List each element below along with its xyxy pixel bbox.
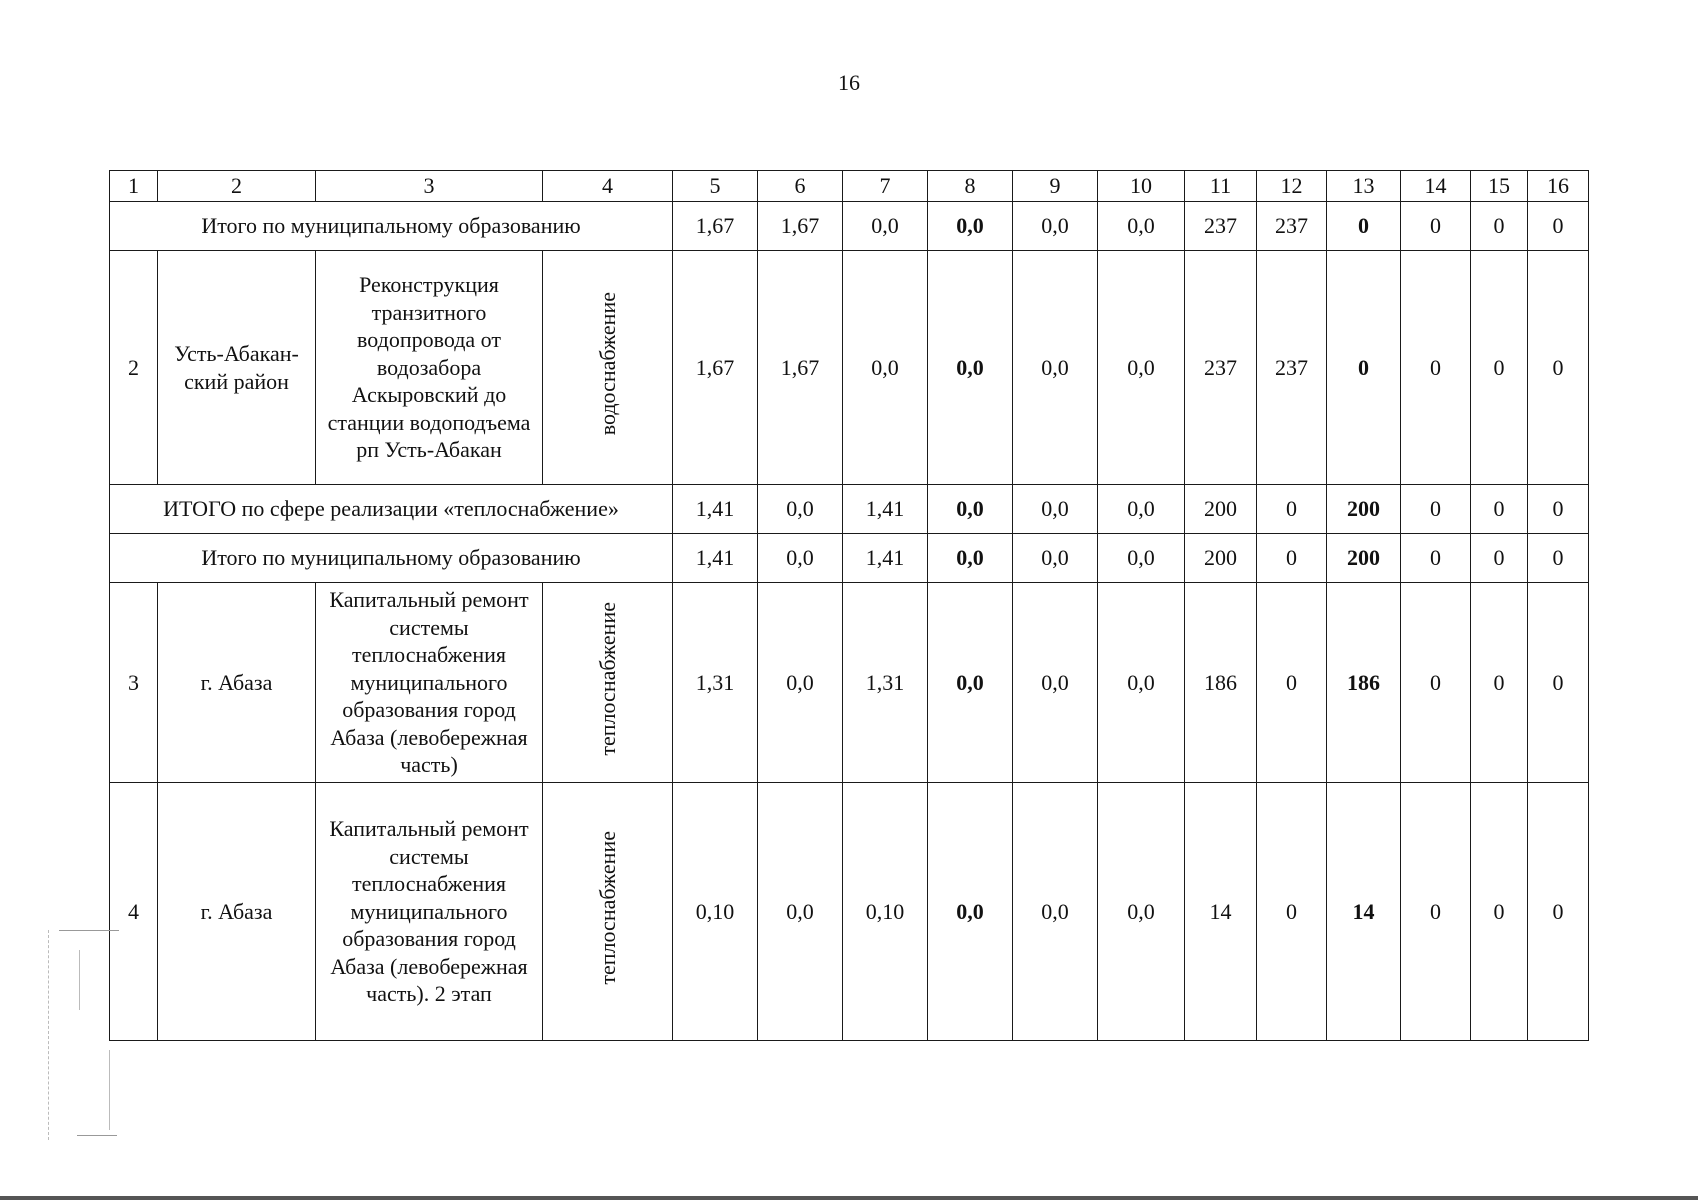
- header-cell-5: 5: [673, 171, 758, 202]
- project-description: Реконструкция транзитного водопровода от водозабора Аскыровский до станции водоподъема рп Усть-Абакан: [316, 251, 543, 485]
- value-col-9: 0,0: [1013, 251, 1098, 485]
- value-col-14: 0: [1401, 534, 1471, 583]
- value-col-13: 0: [1327, 202, 1401, 251]
- value-col-13: 200: [1327, 534, 1401, 583]
- sphere-label: теплоснабжение: [594, 831, 620, 985]
- value-col-9: 0,0: [1013, 783, 1098, 1041]
- header-cell-13: 13: [1327, 171, 1401, 202]
- stamp-mark: [48, 930, 131, 1140]
- value-col-11: 200: [1185, 485, 1257, 534]
- value-col-16: 0: [1528, 251, 1589, 485]
- summary-row-municipal-2: [110, 534, 1589, 583]
- header-cell-6: 6: [758, 171, 843, 202]
- value-col-15: 0: [1471, 202, 1528, 251]
- value-col-5: 0,10: [673, 783, 758, 1041]
- value-col-14: 0: [1401, 783, 1471, 1041]
- value-col-12: 0: [1257, 534, 1327, 583]
- value-col-11: 237: [1185, 202, 1257, 251]
- value-col-11: 14: [1185, 783, 1257, 1041]
- scan-bottom-edge: [0, 1196, 1698, 1200]
- value-col-10: 0,0: [1098, 251, 1185, 485]
- page-number: 16: [838, 70, 860, 95]
- header-cell-15: 15: [1471, 171, 1528, 202]
- value-col-8: 0,0: [928, 202, 1013, 251]
- value-col-16: 0: [1528, 485, 1589, 534]
- value-col-7: 1,31: [843, 583, 928, 783]
- municipality-cell: г. Абаза: [158, 783, 316, 1041]
- value-col-16: 0: [1528, 783, 1589, 1041]
- value-col-7: 0,10: [843, 783, 928, 1041]
- header-cell-7: 7: [843, 171, 928, 202]
- row-label: ИТОГО по сфере реализации «теплоснабжение»: [110, 485, 673, 534]
- header-cell-12: 12: [1257, 171, 1327, 202]
- row-label: Итого по муниципальному образованию: [110, 534, 673, 583]
- municipality-cell: г. Абаза: [158, 583, 316, 783]
- value-col-12: 0: [1257, 783, 1327, 1041]
- value-col-8: 0,0: [928, 783, 1013, 1041]
- row-number: 4: [110, 783, 158, 1041]
- summary-row-municipal-1: [110, 202, 1589, 251]
- project-description: Капитальный ремонт системы теплоснабжения муниципального образования город Абаза (левобережная часть). 2 этап: [316, 783, 543, 1041]
- value-col-7: 0,0: [843, 251, 928, 485]
- value-col-15: 0: [1471, 534, 1528, 583]
- value-col-9: 0,0: [1013, 202, 1098, 251]
- total-row-heat-supply: [110, 485, 1589, 534]
- header-cell-1: 1: [110, 171, 158, 202]
- value-col-11: 186: [1185, 583, 1257, 783]
- value-col-7: 0,0: [843, 202, 928, 251]
- value-col-12: 237: [1257, 251, 1327, 485]
- value-col-5: 1,41: [673, 534, 758, 583]
- value-col-16: 0: [1528, 583, 1589, 783]
- header-cell-14: 14: [1401, 171, 1471, 202]
- sphere-cell: [543, 583, 673, 783]
- header-cell-4: 4: [543, 171, 673, 202]
- header-cell-8: 8: [928, 171, 1013, 202]
- row-number: 3: [110, 583, 158, 783]
- value-col-10: 0,0: [1098, 534, 1185, 583]
- value-col-6: 1,67: [758, 202, 843, 251]
- value-col-15: 0: [1471, 485, 1528, 534]
- header-cell-3: 3: [316, 171, 543, 202]
- value-col-10: 0,0: [1098, 485, 1185, 534]
- value-col-9: 0,0: [1013, 485, 1098, 534]
- value-col-14: 0: [1401, 251, 1471, 485]
- table-row-item-2: [110, 251, 1589, 485]
- value-col-11: 200: [1185, 534, 1257, 583]
- value-col-10: 0,0: [1098, 583, 1185, 783]
- project-description: Капитальный ремонт системы теплоснабжения муниципального образования город Абаза (левобережная часть): [316, 583, 543, 783]
- header-cell-16: 16: [1528, 171, 1589, 202]
- table-row-item-3: [110, 583, 1589, 783]
- value-col-14: 0: [1401, 583, 1471, 783]
- value-col-12: 237: [1257, 202, 1327, 251]
- program-table: [109, 170, 1589, 1041]
- value-col-16: 0: [1528, 202, 1589, 251]
- value-col-13: 200: [1327, 485, 1401, 534]
- value-col-6: 1,67: [758, 251, 843, 485]
- value-col-5: 1,31: [673, 583, 758, 783]
- value-col-10: 0,0: [1098, 202, 1185, 251]
- value-col-8: 0,0: [928, 534, 1013, 583]
- value-col-14: 0: [1401, 485, 1471, 534]
- value-col-12: 0: [1257, 485, 1327, 534]
- header-row: [110, 171, 1589, 202]
- value-col-15: 0: [1471, 583, 1528, 783]
- value-col-7: 1,41: [843, 534, 928, 583]
- value-col-15: 0: [1471, 783, 1528, 1041]
- value-col-5: 1,67: [673, 202, 758, 251]
- value-col-7: 1,41: [843, 485, 928, 534]
- header-cell-2: 2: [158, 171, 316, 202]
- value-col-9: 0,0: [1013, 534, 1098, 583]
- value-col-5: 1,41: [673, 485, 758, 534]
- value-col-8: 0,0: [928, 251, 1013, 485]
- row-number: 2: [110, 251, 158, 485]
- value-col-8: 0,0: [928, 485, 1013, 534]
- value-col-15: 0: [1471, 251, 1528, 485]
- sphere-cell: [543, 783, 673, 1041]
- value-col-13: 14: [1327, 783, 1401, 1041]
- sphere-cell: [543, 251, 673, 485]
- value-col-5: 1,67: [673, 251, 758, 485]
- value-col-13: 186: [1327, 583, 1401, 783]
- header-cell-11: 11: [1185, 171, 1257, 202]
- row-label: Итого по муниципальному образованию: [110, 202, 673, 251]
- value-col-6: 0,0: [758, 783, 843, 1041]
- value-col-10: 0,0: [1098, 783, 1185, 1041]
- value-col-8: 0,0: [928, 583, 1013, 783]
- table-row-item-4: [110, 783, 1589, 1041]
- sphere-label: теплоснабжение: [594, 602, 620, 756]
- value-col-14: 0: [1401, 202, 1471, 251]
- value-col-13: 0: [1327, 251, 1401, 485]
- value-col-6: 0,0: [758, 534, 843, 583]
- municipality-cell: Усть-Абакан-ский район: [158, 251, 316, 485]
- value-col-6: 0,0: [758, 485, 843, 534]
- value-col-12: 0: [1257, 583, 1327, 783]
- header-cell-10: 10: [1098, 171, 1185, 202]
- value-col-6: 0,0: [758, 583, 843, 783]
- value-col-11: 237: [1185, 251, 1257, 485]
- value-col-9: 0,0: [1013, 583, 1098, 783]
- header-cell-9: 9: [1013, 171, 1098, 202]
- sphere-label: водоснабжение: [594, 292, 620, 436]
- value-col-16: 0: [1528, 534, 1589, 583]
